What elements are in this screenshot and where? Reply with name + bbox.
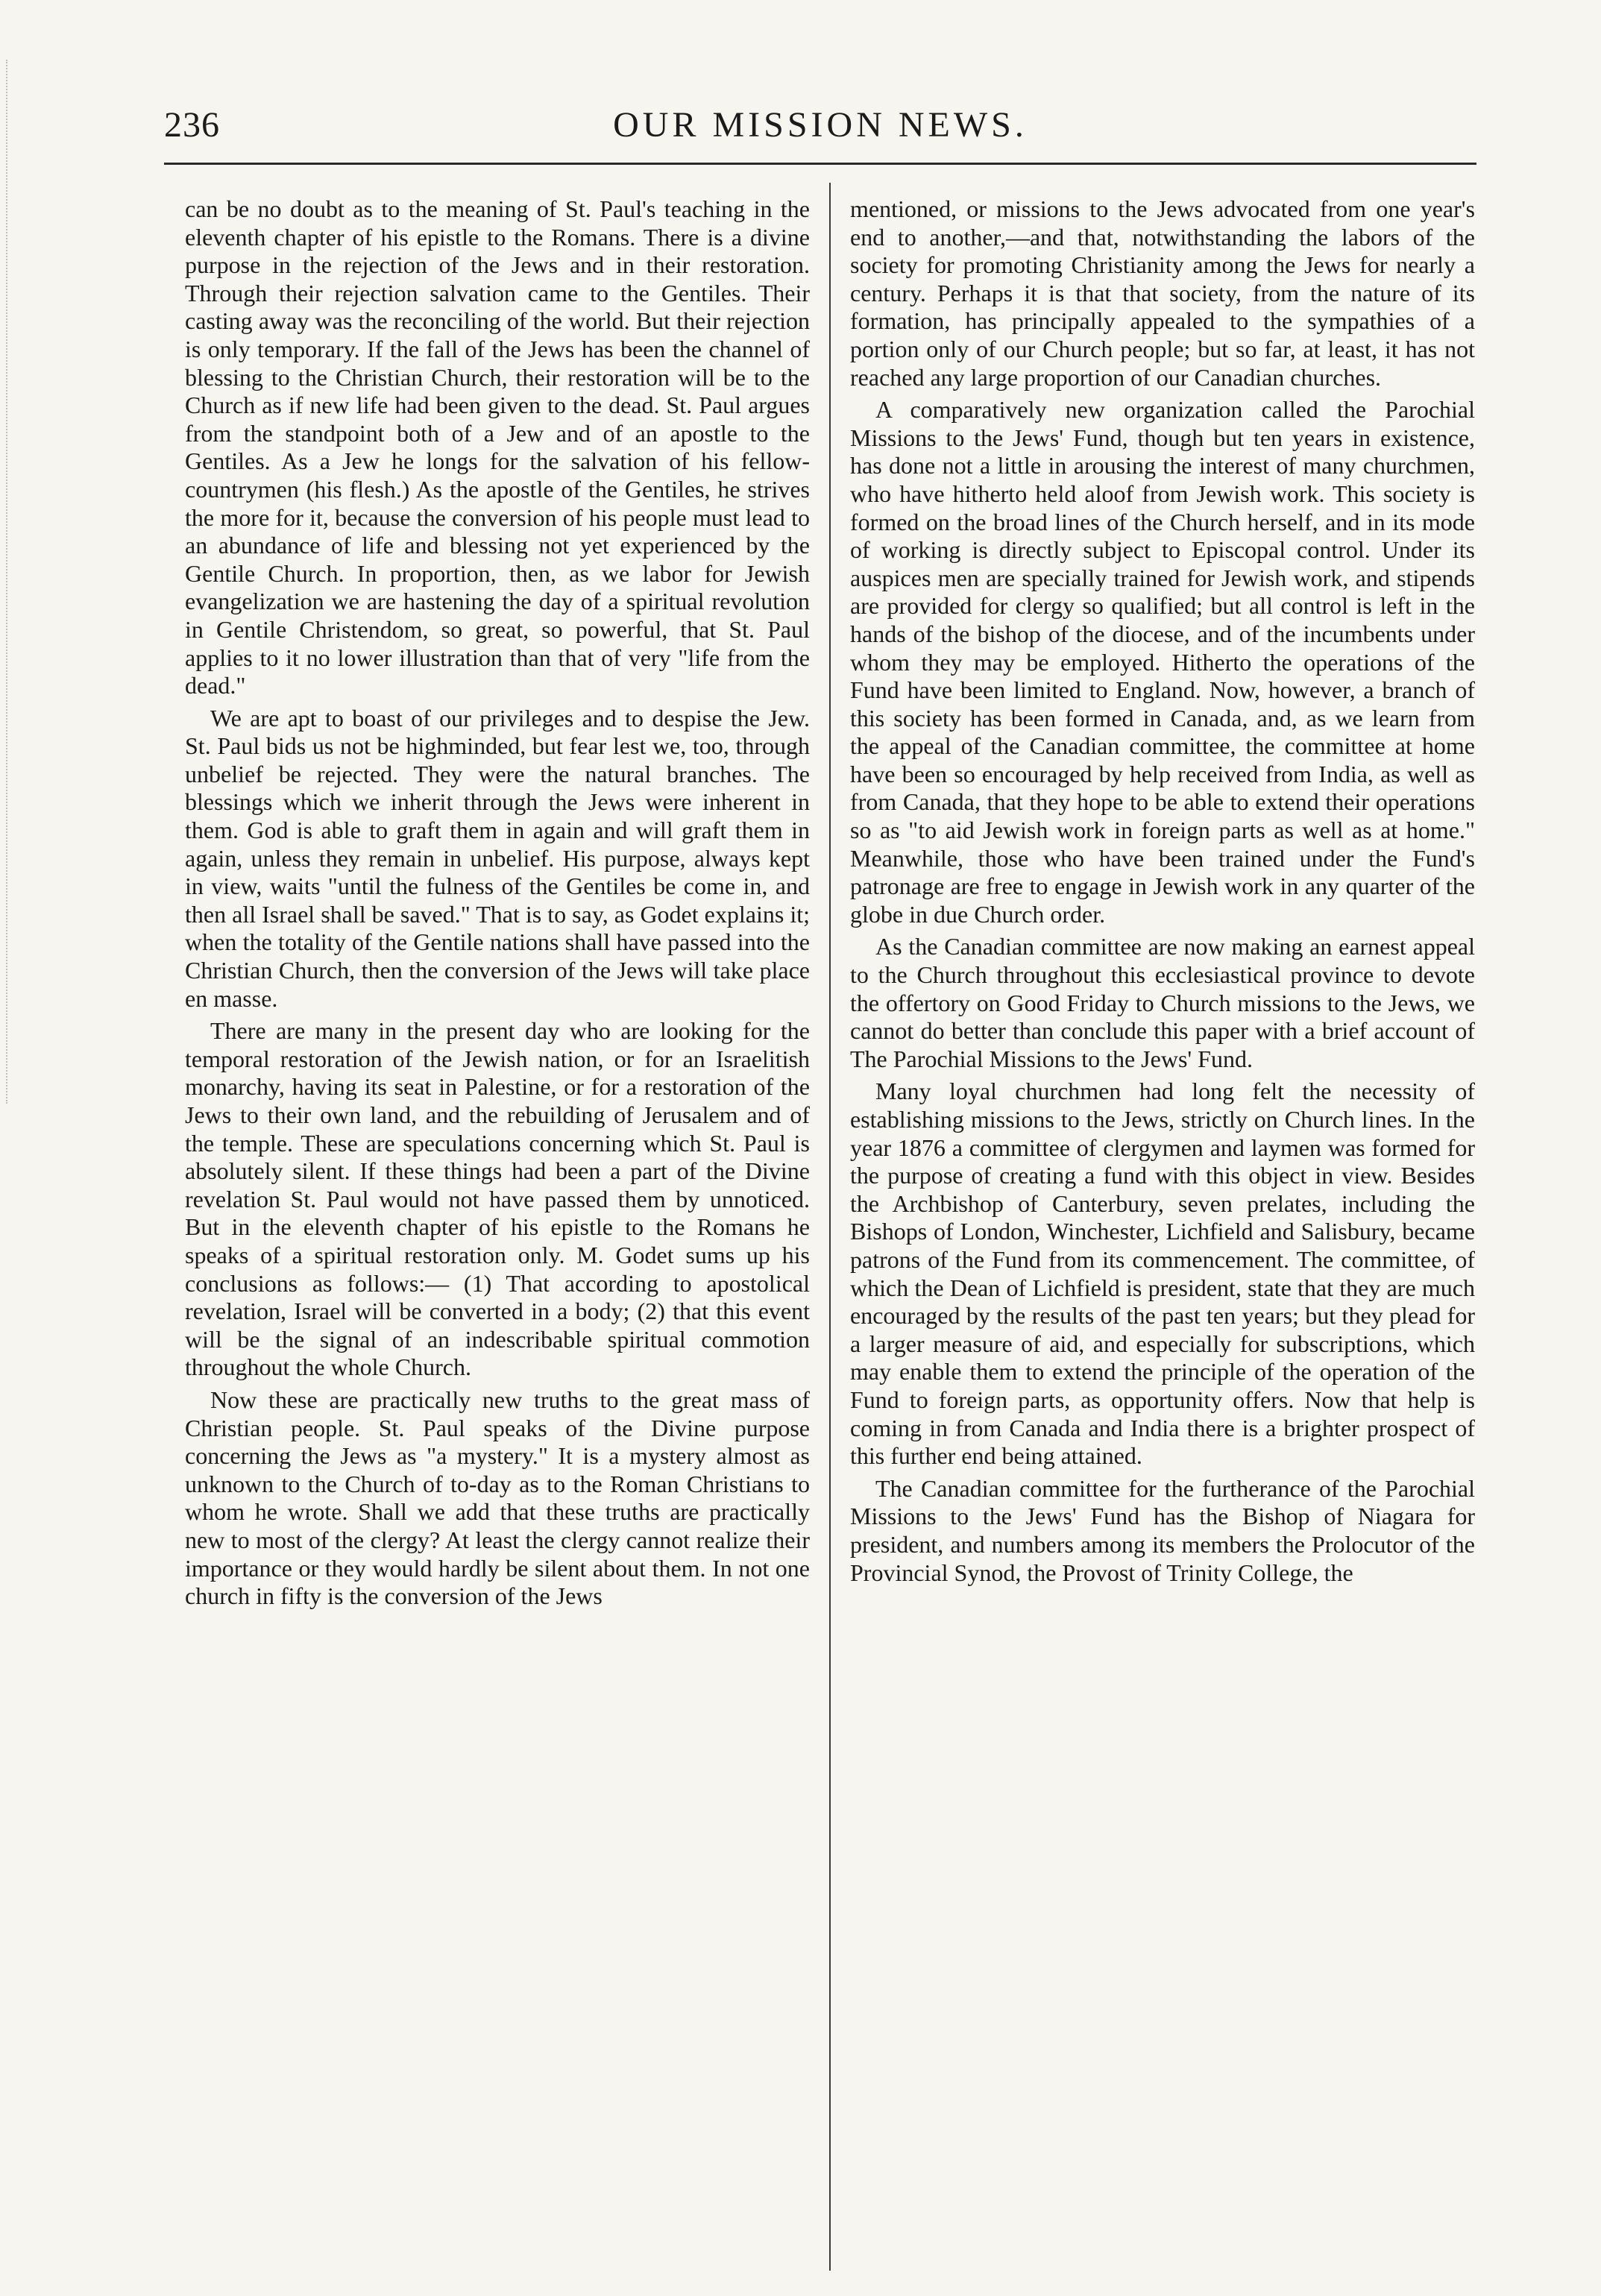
- paragraph: There are many in the present day who are looking for the temporal restoration of the Jewish nation, or for an Israelitish monarchy, having its seat in Palestine, or for a restoration of the Jews to their own land, and the rebuilding of Jerusalem and of the temple. These are speculations concerning which St. Paul is absolutely silent. If these things had been a part of the Divine revelation St. Paul would not have passed them by unnoticed. But in the eleventh chapter of his epistle to the Romans he speaks of a spiritual restoration only. M. Godet sums up his conclusions as follows:— (1) That according to apostolical revelation, Israel will be converted in a body; (2) that this event will be the signal of an indescribable spiritual commotion throughout the whole Church.: [185, 1017, 810, 1381]
- paragraph: Now these are practically new truths to the great mass of Christian people. St. Paul speaks of the Divine purpose concerning the Jews as "a mystery." It is a mystery almost as unknown to the Church of to-day as to the Roman Christians to whom he wrote. Shall we add that these truths are practically new to most of the clergy? At least the clergy cannot realize their importance or they would hardly be silent about them. In not one church in fifty is the conversion of the Jews: [185, 1386, 810, 1610]
- margin-scan-marks: [6, 60, 37, 1104]
- paragraph: A comparatively new organization called the Parochial Missions to the Jews' Fund, though but ten years in existence, has done not a little in arousing the interest of many churchmen, who have hitherto held aloof from Jewish work. This society is formed on the broad lines of the Church herself, and in its mode of working is directly subject to Episcopal control. Under its auspices men are specially trained for Jewish work, and stipends are provided for clergy so qualified; but all control is left in the hands of the bishop of the diocese, and of the incumbents under whom they may be employed. Hitherto the operations of the Fund have been limited to England. Now, however, a branch of this society has been formed in Canada, and, as we learn from the appeal of the Canadian committee, the committee at home have been so encouraged by help received from India, as well as from Canada, that they hope to be able to extend their operations so as "to aid Jewish work in foreign parts as well as at home." Meanwhile, those who have been trained under the Fund's patronage are free to engage in Jewish work in any quarter of the globe in due Church order.: [850, 396, 1475, 928]
- right-column: [850, 195, 1475, 2253]
- paragraph: As the Canadian committee are now making an earnest appeal to the Church throughout this ecclesiastical province to devote the offertory on Good Friday to Church missions to the Jews, we cannot do better than conclude this paper with a brief account of The Parochial Missions to the Jews' Fund.: [850, 933, 1475, 1072]
- header-rule: [164, 163, 1476, 165]
- paragraph: The Canadian committee for the furtherance of the Parochial Missions to the Jews' Fund has the Bishop of Niagara for president, and numbers among its members the Prolocutor of the Provincial Synod, the Provost of Trinity College, the: [850, 1474, 1475, 1586]
- paragraph: mentioned, or missions to the Jews advocated from one year's end to another,—and that, notwithstanding the labors of the society for promoting Christianity among the Jews for nearly a century. Perhaps it is that that society, from the nature of its formation, has principally appealed to the sympathies of a portion only of our Church people; but so far, at least, it has not reached any large proportion of our Canadian churches.: [850, 195, 1475, 391]
- column-divider: [829, 183, 831, 2271]
- page-number: 236: [164, 105, 220, 145]
- running-title: OUR MISSION NEWS.: [613, 105, 1028, 145]
- page-header: [164, 104, 1476, 157]
- paragraph: can be no doubt as to the meaning of St. Paul's teaching in the eleventh chapter of his epistle to the Romans. There is a divine purpose in the rejection of the Jews and in their restoration. Through their rejection salvation came to the Gentiles. Their casting away was the reconciling of the world. But their rejection is only temporary. If the fall of the Jews has been the channel of blessing to the Christian Church, their restoration will be to the Church as if new life had been given to the dead. St. Paul argues from the standpoint both of a Jew and of an apostle to the Gentiles. As a Jew he longs for the salvation of his fellow-countrymen (his flesh.) As the apostle of the Gentiles, he strives the more for it, because the conversion of his people must lead to an abundance of life and blessing not yet experienced by the Gentile Church. In proportion, then, as we labor for Jewish evangelization we are hastening the day of a spiritual revolution in Gentile Christendom, so great, so powerful, that St. Paul applies to it no lower illustration than that of very "life from the dead.": [185, 195, 810, 699]
- paragraph: We are apt to boast of our privileges and to despise the Jew. St. Paul bids us not be highminded, but fear lest we, too, through unbelief be rejected. They were the natural branches. The blessings which we inherit through the Jews were inherent in them. God is able to graft them in again and will graft them in again, unless they remain in unbelief. His purpose, always kept in view, waits "until the fulness of the Gentiles be come in, and then all Israel shall be saved." That is to say, as Godet explains it; when the totality of the Gentile nations shall have passed into the Christian Church, then the conversion of the Jews will take place en masse.: [185, 704, 810, 1012]
- paragraph: Many loyal churchmen had long felt the necessity of establishing missions to the Jews, strictly on Church lines. In the year 1876 a committee of clergymen and laymen was formed for the purpose of creating a fund with this object in view. Besides the Archbishop of Canterbury, seven prelates, including the Bishops of London, Winchester, Lichfield and Salisbury, became patrons of the Fund from its commencement. The committee, of which the Dean of Lichfield is president, state that they are much encouraged by the results of the past ten years; but they plead for a larger measure of aid, and especially for subscriptions, which may enable them to extend the principle of the operation of the Fund to foreign parts, as opportunity offers. Now that help is coming in from Canada and India there is a brighter prospect of this further end being attained.: [850, 1078, 1475, 1470]
- left-column: [185, 195, 810, 2253]
